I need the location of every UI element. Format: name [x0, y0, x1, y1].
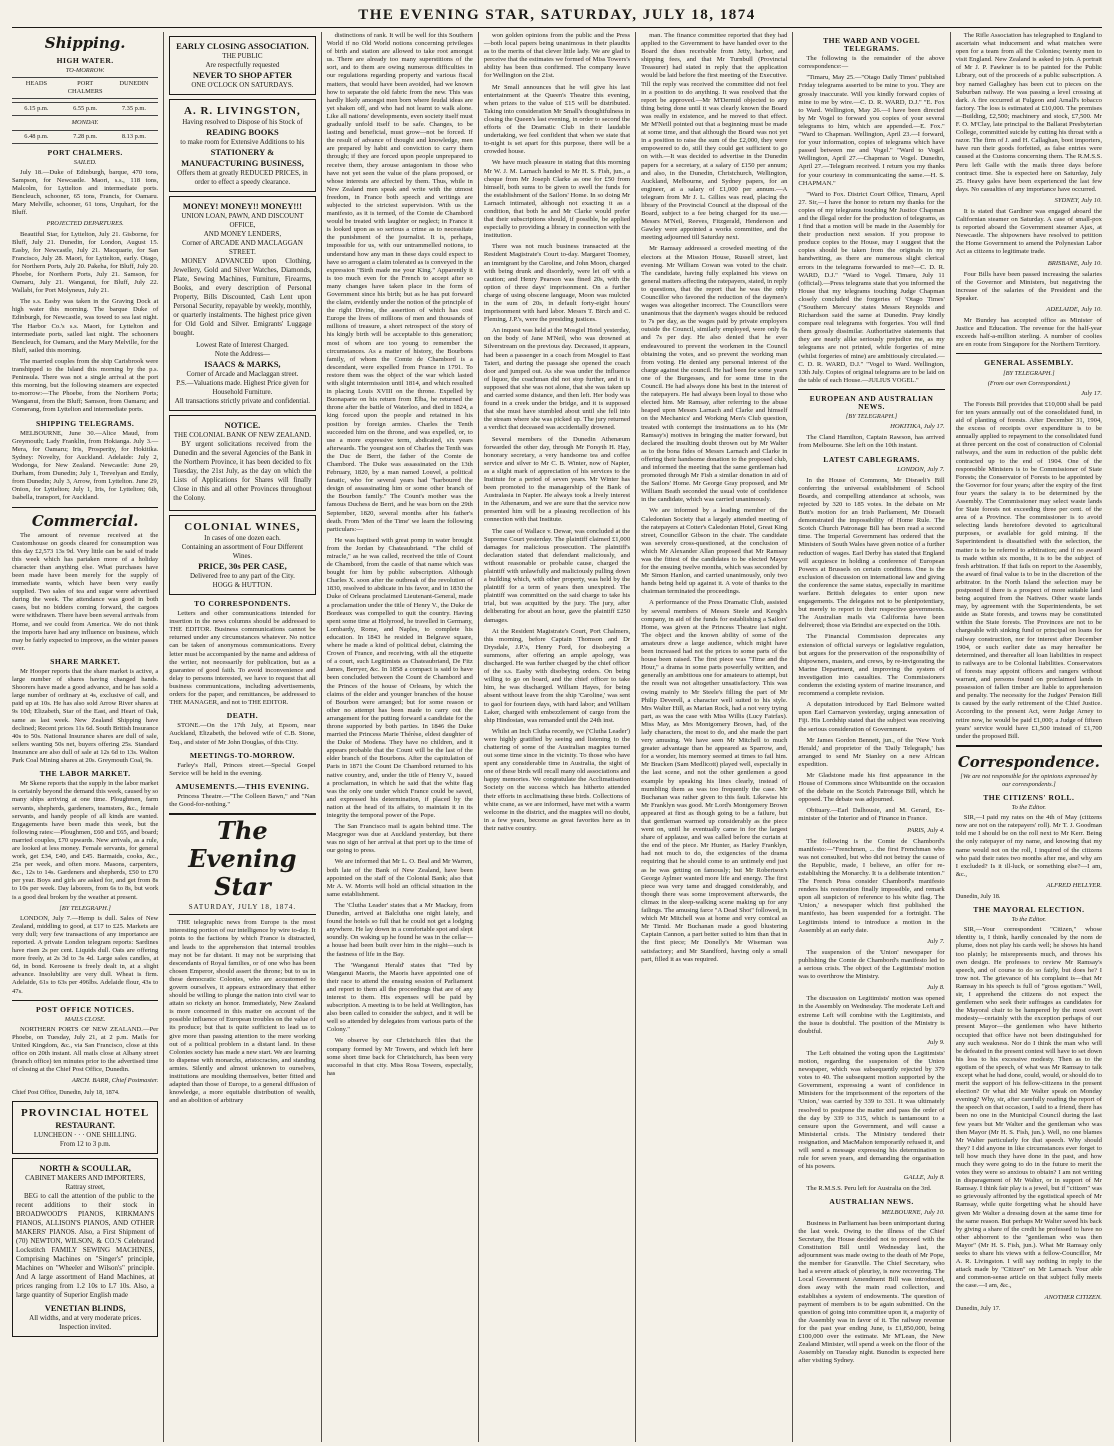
to-editor-label: To the Editor.: [1011, 916, 1047, 924]
news-paragraph: We have much pleasure in stating that this morning Mr W. J. M. Larnach handed to Mr H. S. Fish, jun., a cheque from Mr Joseph Clarke as one for £50 from himself, both sums to be given to swell the funds for the establishment of the Sailors' Home. In so doing Mr Larnach intimated, although not exacting it as a condition, that both he and Mr Clarke would prefer that their subscriptions should, if possible, be applied especially to providing a library in connection with the institution.: [483, 159, 631, 240]
tide-cell: 6.15 p.m.: [24, 105, 49, 113]
news-paragraph: We observe by our Christchurch files that the company formed by Mr Towers, and which left here some short time back for Christchurch, has been very successful in that city. Miss Rosa Towers, especially, has: [326, 1037, 473, 1077]
evening-star-title: The Evening Star: [169, 813, 315, 901]
hokitika-text: The Cland Hamilton, Captain Rawson, has arrived from Melbourne. She left on the 10th instant.: [798, 434, 945, 450]
north-scoullar-title: NORTH & SCOULLAR,: [39, 1162, 131, 1173]
mayoral-election-heading: THE MAYORAL ELECTION.: [973, 905, 1085, 915]
notice-label: NOTICE.: [224, 420, 261, 430]
shipping-paragraph: The married couples from the ship Carisbrook were transhipped to the Island this morning by the p.s. Peninsula. There was not a single arrival at the port this morning, but the following steamers are expected to-morrow:—The Phoebe, from the Northern Ports; Wanganui, from the Bluff; Samson, from Oamaru; and Comerang, from Lyttelton and intermediate ports.: [12, 357, 159, 414]
correspondents-heading: TO CORRESPONDENTS.: [194, 599, 291, 608]
amusements-text: Princess Theatre.—"The Colleen Bawn," and "Nan the Good-for-nothing.": [169, 792, 316, 809]
news-paragraph: Whilst an Inch Clutha recently, we ('Clutha Leader') were highly gratified by seeing and listening to the chattering of some of the Australian magpies turned out some time since in the vicinity. To those who have spent any considerable time in Australia, the sight of one of these birds will recall many old associations and happy memories. We congratulate the Acclimatisation Society on the success which has hitherto attended their efforts in acclimatising these birds. Collections of white crane, as we are informed, have met with a warm welcome in the district, and the magpies will no doubt, in a few years, become as great favorites here as in their native country.: [483, 727, 631, 832]
leader-continued: distinctions of rank. It will be well for this Southern World if no Old World notions concerning privileges of birth and station are allowed to take root amongst us. There are already too many superstitions of the sort, and to them are owing numerous difficulties in our regulations regarding property and various fiscal matters, that would have been avoided, had we known how to separate the old fabric from the new. This was hardly likely amongst men born where feudal ideas are yet shaken off, and who had not learnt to walk alone. Like all nations' developments, even society itself must gradually unfold itself to be safe. Changes, to be lasting and beneficial, must grow—not be forced. If the result of advance of thought and knowledge, men are prepared by habit and conviction to carry them through; if they are forced upon people unprepared to receive them, they arouse antagonism in those who have not yet seen the value of the plans proposed, or whose interests are affected by them. Thus, while in New Zealand men speak and write with the utmost freedom, in France both speech and writings are subjected to the strictest supervision. With us the manifesto, as it is termed, of the Comte de Chambord would be treated with laughter or neglect; in France it is looked upon as so serious a crime as to necessitate the punishment of the journalist. It is, perhaps, impossible for us, with our untrammelled notions, to understand how any man in these days could expect to have so arrogant a claim tolerated as is conveyed in the expression "Birth made me your King." Apparently it is too much even for the French to accept after so many changes have taken place in the form of Government since his birth; but as he has put forward the claim, evidently under the notion of the principle of the right Divine, the assertion of which has cost Europe the lives of millions of men and thousands of millions of treasure, a short retrospect of the story of his kingly birth will be acceptable to this generation; most of whom are too young to remember the circumstances. As a matter of history, the Bourbons family, of whom the Comte de Chambord is a descendant, were expelled from France in 1791. To restore them was the object of the war which lasted with slight intermission until 1814, and which resulted in placing Louis XVIII on the throne. Expelled by Buonaparte on his return from Elba, he returned the throne after the battle of Waterloo, and died in 1824, a king forced upon the people and retained in his position by foreign armies. Charles the Tenth succeeded him on the throne, and was expelled, or, to use a more expressive term, abdicated, six years afterwards. The youngest son of Charles the Tenth was the Duc de Berri, the father of the Comte de Chambord. The Duke was assassinated on the 13th February, 1820, by a man named Louvel, a political fanatic, who for several years had "harboured the design of assassinating him or some other branch of the Bourbon family." The Count's mother was the famous Duchess de Berri, and he was born on the 29th September, 1820, several months after his father's death. From 'Men of the Time' we learn the following particulars:—: [326, 32, 473, 533]
shipping-paragraph: The s.s. Easby was taken in the Graving Dock at high water this morning. The barque Duke of Edinburgh, for Newcastle, was towed to sea last night. The Harbor Co.'s s.s. Maori, for Lyttelton and intermediate ports, sailed last night. The schooners Bencleuch, for Oamaru, and the Mary Melville, for the Bluff, sailed this morning.: [12, 298, 159, 354]
restaurant-label: RESTAURANT.: [55, 1119, 115, 1130]
own-correspondent-label: (From our own Correspondent.): [987, 379, 1070, 387]
ward-vogel-intro: The following is the remainder of the above correspondence:—: [798, 55, 945, 71]
note-address-label: Note the Address—: [214, 350, 271, 358]
shipping-telegrams-text: MELBOURNE, June 30.—Alice Maud, from Greymouth; Lady Franklin, from Hokianga. July 3.—Mera, for Oamaru; Iris, Prosperity, for Hokitika. Sydney: Novelty, for Auckland. Adelaide: July 2, Wodonga, for New Zealand. Newcastle: June 29, Durham, from Dunedin; July 1, Trevelyan and Emily, from Dunedin; July 3, Arrow, from Lyttelton. June 29, Onion, for Lyttelton; July 1, Iris, for Lyttelton; 6th, Isabella, transport, for Auckland.: [12, 429, 159, 502]
chambord-quote: He was baptised with great pomp in water brought from the Jordan by Chateaubriand. "The child of miracle," as he was called, received the title of Count de Chambord, from the castle of that name which was bought for him by public subscription. Although Charles X. soon after the outbreak of the revolution of 1830, resolved to abdicate in his favor, and in 1830 the Duke of Orleans proclaimed Lieutenant-General, made a proclamation under the title of Henry V., the Duke de Bordeaux was compelled to quit the country. Having spent some time at Holyrood, he travelled in Germany, Lombardy, Rome, and Naples, to complete his education. In 1843 he resided in Belgrave square, where he made a kind of political debut, claiming the Crown of France, and receiving, with all the etiquette of a court, such Legitimists as Chateaubriand, De Fitz James, Berryer, &c. In 1858 a compact is said to have been concluded between the Count de Chambord and the Princes of the house of Orleans, by which the claims of the elder and younger branches of the house of Bourbon were arranged; but for some reason or other no attempt has been made to carry out the arrangement for the putting forward a candidate for the throne supported by both parties. In 1846 the Duke married the Princess Marie Thérèse, eldest daughter of the Duke of Modena. They have no children, and it appears probable that the Count will be the last of the elder branch of the Bourbons. After the capitulation of Paris in 1871 the Count De Chambord returned to his native country, and, under the title of Henry V., issued a proclamation, in which he said that the white flag was the only one under which France could be saved, and expressed his determination, if placed by the nation at the head of its affairs, to maintain it in its integrity the temporal power of the Pope.: [326, 536, 473, 819]
money-title: MONEY! MONEY!! MONEY!!!: [182, 201, 302, 211]
meetings-heading: MEETINGS-TO-MORROW.: [189, 750, 295, 760]
general-assembly-heading: GENERAL ASSEMBLY.: [984, 358, 1074, 368]
money-lenders-label: AND MONEY LENDERS,: [203, 230, 282, 238]
melbourne-news-continued: The Rifle Association has telegraphed to England to ascertain what inducement and what matches were open for a team from all the Colonies; twenty men to visit England. New Zealand is asked to join. A portrait of Mr J. P. Fawkner is to be painted for the Public Library, out of the proceeds of a public subscription. A boy named Gallaghey has been cut to pieces on the Suburban railway. He was passing a level crossing at dark. A fire occurred at Fulgeon and Arnall's tobacco factory. The loss is estimated at £10,000. The premises—Building, £2,500; machinery and stock, £7,500. Mr F. O. M'Clay, late principal to the Ballarat Presbyterian College, committed suicide by cutting his throat with a razor. The firm of J. and H. Callaghan, boot importers, have run their goods forfeited, as false entries were caused at the Customs concerning them. The R.M.S.S. Peru left Galle with the mails three days before contract time. She is expected here on Saturday, July 25. Heavy gales have been experienced the last few days. No casualties of any importance have occurred.: [955, 32, 1102, 193]
news-paragraph: Several members of the Dunedin Athenæum forwarded the other day, through Mr Forsyth H. Hay, honorary secretary, a very handsome tea and coffee service and silver to Mr C. B. Winter, now of Napier, as a slight mark of appreciation of his services to the Institute for a period of seven years. Mr Winter has been promoted to the managership of the Bank of Australasia in Napier. He always took a lively interest in the Athenæum, and we are sure that the service now presented him will be a pleasing recollection of his connection with that Institute.: [483, 435, 631, 524]
column-7: [950, 32, 1102, 1442]
livingston-ad: [169, 99, 315, 192]
assembly-text: The Forests Bill provides that £10,000 shall be paid for ten years annually out of the consolidated fund, in aid of planting of forests. After December 31, 1904, the excess of receipts over expenditure is to be annually applied to repayment to the consolidated fund at three percent on the cost of construction of Colonial railways, and the sum in reduction of the public debt contracted up to the end of 1904. One of the responsible Ministers is to be Commissioner of State Forests; the Conservator of Forests to be appointed by the Governor for four years; after the expiry of the first four years the salary is to be determined by the Assembly. The Commissioner may select waste lands for State forests not exceeding three per cent. of the area of a Province. The commissioner is to avoid selecting lands heretofore devoted to agricultural purposes, or available for gold mining. If the Superintendent is dissatisfied with the selection, the matter is to be referred to arbitration; and if no award is made within six months, it is to be the subject of fresh arbitration. If that fails on report to the Assembly, the award of final value is to be in the discretion of the arbitrator. In the North Island the selection may be postponed if there is a prospect of more suitable land being acquired from the Natives. Other waste lands may, by agreement with the Superintendents, be set aside as State forests, and towns may be constituted within the State forests. The Provinces are not to be chargeable with sinking fund or principal on loans for railway construction, nor for interest after December 1904, or such earlier date as may hereafter be determined, and thereafter all loan liabilities in respect to railways are to be Colonial liabilities. Conservators of forests may appoint officers and rangers without warrant, and persons found on proclaimed lands in possession of fallen timber are liable to apprehension and penalty. The necessity for the Judges' Pension Bill is caused by the early retirement of the Chief Justice. According to the present Act, were Judge Arney to retire now, he would be paid £1,000; a Judge of fifteen years' service would have £1,500 instead of £1,700 under the proposed Bill.: [955, 400, 1102, 740]
rattray-street-label: Rattray street,: [65, 1182, 105, 1191]
divider: [12, 507, 158, 508]
meetings-text: Farley's Hall, Princes street.—Special Gospel Service will be held in the evening.: [169, 761, 316, 777]
brisbane-dateline: BRISBANE, July 10.: [1047, 259, 1102, 267]
hogg-hutton-label: HOGG & HUTTON.: [212, 581, 273, 589]
shipping-telegrams-heading: SHIPPING TELEGRAMS.: [35, 418, 135, 428]
sailed-text: July 18.—Duke of Edinburgh, barque, 470 tons, Sampson, for Newcastle. Maori, s.s., 118 tons, Malcolm, for Lyttelton and intermediate ports. Bencleuch, schooner, 65 tons, Francis, for Oamaru. Mary Melville, schooner, 61 tons, Urquhart, for the Bluff.: [12, 168, 159, 217]
tide-table-row: [12, 130, 158, 144]
post-office-heading: POST OFFICE NOTICES.: [36, 1004, 135, 1014]
letter-date: Dunedin, July 18.: [955, 893, 1001, 900]
reading-books-label: READING BOOKS: [206, 127, 279, 137]
news-paragraph: The 'Clutha Leader' states that a Mr Mackay, from Dunedin, arrived at Balclutha one night lately, and found the hotels so full that he could not get a lodging anywhere. He lay down in a comfortable spot and slept soundly. On waking up he found he was in the cellar—a house had been built over him in the night—such is the fastness of life in the Bay.: [326, 901, 473, 958]
cabinet-makers-label: CABINET MAKERS AND IMPORTERS,: [25, 1173, 146, 1182]
union-loan-label: UNION LOAN, PAWN, AND DISCOUNT OFFICE,: [181, 212, 304, 229]
paris-dateline: PARIS, July 4.: [907, 826, 945, 834]
never-label: NEVER TO SHOP AFTER: [192, 70, 292, 80]
ward-vogel-heading: THE WARD AND VOGEL TELEGRAMS.: [823, 36, 921, 54]
labor-market-text: Mr Skene reports that the supply in the labor market is certainly beyond the demand this week, caused by so many ships arriving at one time. Ploughmen, farm servants, shepherds, gardeners, teamsters, &c., female servants, and handy people of all kinds are wanted. Engagements have been made this week, but the following rates:—Ploughmen, £60 and £65, and board; married couples, £70 upwards. New arrivals, as a rule, are looked at less money. Female servants, for general work, get £34, £40, and £45. Barmaids, cooks, &c., 25s per week, and often more. Masons, carpenters, &c., 12s to 14s. Gardeners and shepherds, £50 to £70 per year. Boys and girls are asked for, and get from 8s to 10s per week. Day laborers, from 6s to 8s, but work is a good deal broken by the weather at present.: [12, 780, 159, 901]
colonial-bank-title: THE COLONIAL BANK OF NEW ZEALAND.: [173, 431, 312, 439]
projected-heading: PROJECTED DEPARTURES.: [46, 220, 124, 228]
brisbane-news-text: Four Bills have been passed increasing the salaries of the Governor and Ministers, but negativing the increase of the salaries of the President and the Speaker.: [955, 270, 1102, 302]
ward-vogel-text: "Timaru, May 25.—"Otago Daily Times' published Friday telegrams asserted to be mine to you. They are grossly inaccurate. Will you kindly forward copies of mine to me by wire.—C. D. R. WARD, D.J." "E. Fox to Ward. Wellington, May 26.—I have been directed by Mr Vogel to forward you copies of your several telegrams to him, which are appended.—E. Fox." "Ward to Chapman. Wellington, April 23.—I forward, for your information, copies of telegrams which have passed between me and Vogel." "Ward to Vogel. Wellington, April 27.—Chapman to Vogel. Dunedin, April 27.—Telegram received. I return you my thanks for your courtesy in communicating the same.—H. S. CHAPMAN.": [798, 74, 945, 187]
wines-price: PRICE, 30s PER CASE,: [198, 561, 287, 571]
news-paragraph: Mr Ramsay addressed a crowded meeting of the electors at the Mission House, Russell street, last evening. Mr William Cowan was voted to the chair. The candidate, having fully explained his views on general matters affecting the ratepayers, stated, in reply to questions, that the report that he was the only Councillor who favored the reduction of the daymen's wages was altogether incorrect. The Councillors were unanimous that the daymen's wages should be reduced to 7s per day, as the wages paid by private employers outside the Council, similarly employed, were only 6s and 7s per day. He also denied that he ever endeavoured to prevent the workmen in the Council obtaining the votes, and so prevent the working man from voting. He denied any personal interest of the charge against the council. He had been for some years one of the Burgesses, and for some time in the Council. He had always done his best in the interest of the ratepayers. He had always been loyal to those who elected him. Mr Ramsay, after referring to the abuse heaped upon Messrs Larnach and Clarke and himself on the Mechanics' and Working Men's Club question, treated with contempt the insinuations as to his (Mr Ramsay's) motives in bringing the matter forward, but declared the insulting doubt thrown out by Mr Walter as to the bona fides of Messrs Larnach and Clarke in offering their handsome donation to the proposed club, and informed the meeting that the same gentleman had promoted through Mr Fish a similar donation in aid of the Sailors' Home. Mr George Gray proposed, and Mr William Beath seconded the usual vote of confidence in the candidate, which was carried unanimously.: [641, 245, 788, 504]
tide-head: DUNEDIN: [119, 80, 149, 88]
colonial-wines-ad: [169, 515, 315, 595]
luncheon-time: From 12 to 3 p.m.: [59, 1139, 111, 1148]
shipping-title: Shipping.: [44, 34, 126, 52]
divider: [798, 389, 944, 390]
luncheon-label: LUNCHEON · · · ONE SHILLING.: [33, 1130, 137, 1139]
monday-label: MONDAY.: [71, 119, 99, 127]
adelaide-news-text: Mr Bundey has accepted office as Minister of Justice and Education. The revenue for the half-year exceeds half-a-million sterling. A number of coolies are en route from Singapore for the Northern Territory.: [955, 317, 1102, 349]
correspondence-note: [We are not responsible for the opinions expressed by our correspondents.]: [960, 772, 1098, 788]
news-paragraph: There was not much business transacted at the Resident Magistrate's Court to-day. Margaret Toomey, an immigrant by the Caroline, and John Moon, charged with being drunk and disorderly, were let off with a caution; and Henry Pearson was fined 20s, with the option of three days' imprisonment. On a further charge of using obscene language, Moon was mulcted in the sum of 20s, in default forty-eight hours' imprisonment with hard labor. Messrs T. Birch and C. Fleming, J.P.'s, were the presiding justices.: [483, 243, 631, 324]
paris-dateline: July 7.: [927, 937, 945, 945]
public-label: THE PUBLIC: [222, 52, 263, 60]
paris-news-text: The suspension of the 'Union' newspaper for publishing the Comte de Chambord's manifesto led to a serious crisis. The object of the Legitimists' motion was to overthrow the Ministry.: [798, 948, 945, 981]
arcade-corner-label: Corner of ARCADE AND MACLAGGAN STREET.: [181, 239, 303, 256]
colonial-bank-notice: [169, 415, 315, 511]
divider: [956, 353, 1102, 354]
inspection-label: Inspection invited.: [59, 1322, 112, 1331]
sydney-news-text: It is stated that Gardiner was engaged aboard the Californian steamer on Saturday. A case of small-pox is reported aboard the Government steamer Ajax, at Newcastle. The shipowners have resolved to petition the Home Government to amend the Polynesian Labor Act as citizens to legitimate trade.: [955, 207, 1102, 256]
sydney-dateline: SYDNEY, July 10.: [1054, 196, 1102, 204]
tide-cell: 6.55 p.m.: [73, 105, 98, 113]
citizens-roll-letter: SIR,—I paid my rates on the 4th of May (citizens now are not on the ratepayers' roll). Mr T. J. Goodman told me I should be on the roll next to Mr Kerr. Being the only ratepayer of my name, and knowing that my name would not on the roll, I inquired of the citizens who paid their rates two months after me, and why am I excluded? Is it ill-luck, or something else?—I am, &c.,: [955, 814, 1102, 878]
column-2: [163, 32, 320, 1442]
london-dateline: LONDON, July 7.: [897, 465, 945, 473]
melbourne-dateline: MELBOURNE, July 10.: [881, 1208, 945, 1216]
adelaide-dateline: ADELAIDE, July 10.: [1046, 306, 1102, 313]
assembly-dateline: July 17.: [1081, 389, 1102, 397]
tide-cell: 7.35 p.m.: [121, 105, 146, 113]
news-paragraph: Mr Small announces that he will give his last entertainment at the Queen's Theatre this evening, when prizes to the value of £15 will be distributed. Taking into consideration Mr Small's thoughtfulness in closing the Queen's last evening, in order to second the efforts of the Dramatic Club in their laudable undertaking, we feel confident that when we state that to-night is set apart for this purpose, there will be a crowded house.: [483, 83, 631, 156]
post-office-text: NORTHERN PORTS OF NEW ZEALAND.—Per Phoebe, on Tuesday, July 21, at 2 p.m. Mails for United Kingdom, &c., via San Francisco, close at this office on 20th instant. All mails close at Albany street (branch office) ten minutes prior to the advertised time of closing at the Chief Post Office, Dunedin.: [12, 1025, 159, 1074]
requested-label: Are respectfully requested: [205, 61, 280, 69]
money-lender-ad: [169, 196, 315, 411]
letter-signature: ALFRED HELLYER.: [1046, 881, 1102, 889]
tide-table-heads: [12, 77, 158, 99]
isaacs-marks-label: ISAACS & MARKS,: [204, 359, 281, 369]
column-6: [792, 32, 949, 1442]
paris-news-text: The discussion on Legitimists' motion was opened in the Assembly on Wednesday. The moderate Left and extreme Left will combine with the Legitimists, and the issue is doubtful. The position of the Ministry is doubtful.: [798, 995, 945, 1035]
melbourne-news-text: Business in Parliament has been unimportant during the last week. Owing to the illness of the Chief Secretary, the House decided not to proceed with the Constitution Bill until Wednesday last, the adjournment was made owing to the death of Mr Pope, the member for Granville. The Chief Secretary, who had a severe attack of pleurisy, is now recovering. The Local Government Amendment Bill was introduced, does away with the main road collection, and establishes a system of endowments. The question of payment of members is to be again submitted. On the question of going into committee upon it, a majority of the Assembly was in favor of it. The railway revenue for the past year ending June, is £1,850,000, being £100,000 over the estimate. Mr M'Lean, the New Zealand Minister, will spend a week on the floor of the Assembly on Tuesday night. Bunodin is expected here after visiting Sydney.: [798, 1219, 945, 1365]
share-market-text: Mr Hooper reports that the share market is active, a large number of shares having changed hands. Shoorers have made a good advance, and he has sold a large number of ordinary at 4s, exclusive of call, and paid up at 10s. He has also sold Arrow River shares at 9s 10d; Elizabeth, Star of the East, and Heart of Oak, same as last week. New Zealand Shipping have declined; Recent prices 11s 6d. South British Insurance 40s to 50s. National Insurance shares are dull of sale, sellers wanting 50s net, buyers offering 25s. Standard Insurance are also dull of sale at 12s 6d to 13s. Walton Park Coal Mining shares at 20s. Greymouth Coal, 9s.: [12, 668, 159, 765]
wines-cases-text: In cases of one dozen each.: [204, 534, 281, 542]
money-text: MONEY ADVANCED upon Clothing, Jewellery, Gold and Silver Watches, Diamonds, Plate, Sewing Machines, Furniture, Firearms, Books, and every description of Personal Property, Bills Discounted, Cash Lent upon Personal Security, repayable by weekly, monthly, or quarterly instalments. The highest price given for Old Gold and Silver. Emigrants' Luggage bought.: [173, 257, 312, 337]
mails-close-label: MAILS CLOSE.: [64, 1015, 106, 1023]
column-1: [12, 32, 163, 1442]
north-scoullar-text: BEG to call the attention of the public to the recent additions to their stock in BROADWOOD'S PIANOS, KIRKMAN'S PIANOS, ALLISON'S PIANOS, AND OTHER MAKERS' PIANOS. Also, a First Shipment of (70) NEWTON, WILSON, & CO.'S Celebrated Lockstitch FAMILY SEWING MACHINES, Comprising Machines on "Singer's" principle, Machines on "Wheeler and Wilson's" principle. And A large assortment of Hand Machines, at prices ranging from 1.2 10s to L7 10s. Also, a large quantity of Superior English made: [16, 1191, 155, 1299]
death-text: STONE.—On the 17th July, at Epsom, near Auckland, Elizabeth, the beloved wife of C.B. Stone, Esq., and sister of Mr John Douglas, of this City.: [169, 722, 316, 746]
column-3: [321, 32, 478, 1442]
news-paragraph: The 'Wanganui Herald' states that "Ted by Wanganui Maoris, the Maoris have appointed one of their race to attend the ensuing session of Parliament and report to them all the proceedings that are of any interest to them. His expenses will be paid by subscription. A meeting is to be held at Wellington, has also been called to consider the subject, and it will be well so attended by delegates from various parts of the Colony.": [326, 961, 473, 1034]
to-editor-label: To the Editor.: [1011, 804, 1047, 812]
london-news-text: Mr James Gordon Bennett, jun., of the 'New York Herald,' and proprietor of the 'Daily Telegraph,' has arranged to send Mr Stanley on a new African expedition.: [798, 736, 945, 768]
commercial-text: The amount of revenue received at the Customhouse on goods cleared for consumption was this day £2,573 13s 9d. Very little can be said of trade this week which has partaken more of a holiday character than anything else. What purchases have been made have been merely for the supply of immediate wants, which have been very easily supplied. Two sales of tea and sugar were advertised during the week. The attendance was good in both cases, but no bidders coming forward, the cargoes were withdrawn. There have been several arrivals from Home, and we could from America. We do not think the imports have had any influence on business, which may be fairly expected to improve, as the winter passes over.: [12, 531, 159, 652]
london-news-text: In the House of Commons, Mr Disraeli's Bill conferring the universal establishment of School Boards, and compelling attendance at schools, was rejected by 320 to 185 votes. In the debate on Mr Butt's motion for an Irish Parliament, Mr Disraeli demonstrated the impossibility of Home Rule. The Scotch Church Patronage Bill has been read a second time. The Imperial Government has ordered that the Ministers of South Wales have given notice of a further reduction of wages. Earl Derby has stated that England will acquiesce in holding a conference of European Powers at Brussels on certain conditions. One is the exclusion of discussion on international law and giving the conference the same status, especially in maritime warfare. British delegates to enter upon new engagements. The delegates not to be plenipotentiary, but merely to report to their respective governments. The Australian mails via California have been delivered; those via Brindisi are expected on the 10th.: [798, 476, 945, 630]
livingston-text: Having resolved to Dispose of his Stock of: [182, 118, 303, 126]
leader-text: THE telegraphic news from Europe is the most interesting portion of our intelligence by wire to-day. It points to the factions by which France is distracted, and leads to the apprehension that internal troubles may not be far distant. It may not be surprising that descendants of Royal families, or of one who has been chosen Emperor, should assert the throne; but to us in these democratic Colonies, who are accustomed to govern ourselves, it appears extraordinary that either should be willing to plunge the nation into civil war to attain so rickety an honor. Immediately, New Zealand is more concerned in this matter on account of the possible influence of European troubles on the value of its produce; but that is quite sufficient to lead us to give more than passing attention to the mere working out of a political problem in a distant land. In these Colonies society has made a new start. We are learning to dispense with monarchs, aristocracies, and standing armies. Silently and almost unknown to ourselves, institutions are moulding themselves, better fitted and adapted than those of Europe, to a general diffusion of knowledge, a more equitable distribution of wealth, and an abolition of arbitrary: [169, 919, 316, 1105]
paris-dateline: July 8.: [927, 984, 945, 992]
tide-cell: 6.48 p.m.: [24, 132, 49, 140]
high-water-heading: HIGH WATER.: [56, 56, 114, 65]
correspondence-title: Correspondence.: [957, 752, 1100, 771]
reading-books-text: to make room for Extensive Additions to his: [180, 138, 305, 146]
citizens-roll-heading: THE CITIZENS' ROLL.: [983, 792, 1075, 802]
column-5: [635, 32, 792, 1442]
valuations-text: P.S.—Valuations made. Highest Price given for Household Furniture.: [176, 379, 309, 396]
news-paragraph: The case of Wallace v. Dewar, was concluded at the Supreme Court yesterday. The plaintiff claimed £1,000 damages for malicious prosecution. The plaintiff's declaration stated that defendant maliciously, and without reasonable or probable cause, charged the plaintiff with unlawfully and maliciously pulling down a building which, with other property, was held by the plaintiff for a term of years then unexpired. The plaintiff was committed on the said charge to take his trial, but was acquitted by the jury. The jury, after deliberating for about an hour, gave the plaintiff £250 damages.: [483, 527, 631, 624]
tide-head: HEADS: [25, 80, 48, 88]
port-chalmers-heading: PORT CHALMERS.: [47, 147, 123, 157]
latest-cablegrams-heading: LATEST CABLEGRAMS.: [823, 454, 920, 464]
amusements-heading: AMUSEMENTS.—THIS EVENING.: [175, 781, 310, 791]
reduced-prices-text: Offers them at greatly REDUCED PRICES, in order to effect a speedy clearance.: [177, 169, 308, 186]
paris-news-text: The following is the Comte de Chambord's manifesto:—"Frenchmen, ... the first Frenchman who was not consulted, but who did not betray the cause of the Republic, made, I believe, an offer for re-establishing the Monarchy. It is a deliberate intention." The French Press consider Chambord's manifesto renders his restoration finally impossible, and remark upon all suspicion of reference to his white flag. The 'Union,' a newspaper which first published the manifesto, has been suspended for a fortnight. The Legitimists intend to introduce a motion in the Assembly at an early date.: [798, 837, 945, 934]
news-paragraph: We are informed by a leading member of the Caledonian Society that a largely attended meeting of the ratepayers at Cotter's Caledonian Hotel, Great King street, Councillor Gibson in the chair. The candidate was severely cross-questioned, at the conclusion of which Mr Alexander Allan proposed that Mr Ramsay was the fittest of the candidates to be elected Mayor for the ensuing twelve months, which was seconded by Mr Simon Hanlon, and carried unanimously, only two hands being held up against it. A vote of thanks to the chairman terminated the proceedings.: [641, 507, 788, 596]
wines-assortment-text: Containing an assortment of Four Different Wines.: [181, 543, 304, 560]
hokitika-dateline: HOKITIKA, July 17.: [890, 423, 945, 431]
galle-dateline: GALLE, July 8.: [903, 1174, 945, 1182]
wines-delivery-text: Delivered free to any part of the City.: [189, 572, 295, 580]
venetian-blinds-text: All widths, and at very moderate prices.: [29, 1313, 142, 1322]
tide-table-row: [12, 102, 158, 116]
venetian-blinds-label: VENETIAN BLINDS,: [44, 1302, 126, 1313]
north-scoullar-ad: [12, 1158, 158, 1337]
australian-news-heading: AUSTRALIAN NEWS.: [829, 1197, 914, 1207]
ward-vogel-text: "Ward to Fox. District Court Office, Timaru, April 27. Sir,—I have the honor to return my thanks for the copies of my telegrams touching Mr Justice Chapman and the illegal order for the production of telegrams, as I find that a motion will be made in the Assembly for their production next session. If you propose to produce copies to the House, may I suggest that the copies should be taken from the originals in my handwriting, as there are numerous slight clerical errors in the telegrams forwarded to me?—C. D. R. WARD, D.J." "Ward to Vogel. Timaru, July 11 (official).—Press telegrams state that you informed the House that my telegrams touching Judge Chapman closely concluded the forgeries of 'Otago Times' ("Southern Mercury' states Messrs Reynolds and Richardson said the same at Dunedin. Pray kindly compare real telegrams with forgeries. You will find them grossly dissimilar. Authoritative statements that they are nearly alike seriously prejudice me, as my telegrams are not printed, while forgeries of mine (whilst forgeries of mine) are ambitiously circulated.—C. D. R. WARD, D.J." "Vogel to Ward. Wellington, 13th July. Copies of original telegrams are to be laid on the table of each House.—JULIUS VOGEL.": [798, 190, 945, 384]
confidential-text: All transactions strictly private and confidential.: [174, 397, 311, 405]
colonial-bank-text: BY urgent solicitations received from the Dunedin and the several Agencies of the Bank in the Northern Province, it has been decided to fix Tuesday, the 21st July, as the day on which the Lists of Applications for Shares will finally Close in this and all other Provinces throughout the Colony.: [173, 440, 312, 502]
provincial-hotel-ad: [12, 1101, 158, 1154]
masthead: THE EVENING STAR, SATURDAY, JULY 18, 1874: [12, 6, 1102, 28]
projected-text: Beautiful Star, for Lyttelton, July 21. Gisborne, for Bluff, July 21. Dunedin, for London, August 15. Easby, for Newcastle, July 21. Macquarie, for San Francisco, July 28. Maori, for Lyttelton, early. Otago, for Northern Ports, July 20. Pakeha, for Bluff, July 20. Phoebe, for Northern Ports, July 21. Samson, for Oamaru, July 21. Wanganui, for Bluff, July 22. Wallabi, for Port Molyneux, July 21.: [12, 230, 159, 295]
lowest-rate-label: Lowest Rate of Interest Charged.: [196, 341, 289, 349]
news-paragraph: man. The finance committee reported that they had applied to the Government to have handed over to the Board the dues receivable from Jetty, harbor, and shipping fees, and that Mr Turnbull (Provincial Treasurer) had stated in reply that the application would be laid before the first meeting of the Executive. Till the reply was received the committee did not feel in a position to do anything. It was resolved that the report be approved.—Mr M'Dermid objected to any thing being done until it was clearly known the Board was really in existence, and he moved to that effect. Mr M'Neill pointed out that a beginning must be made at some time, and that although the Board was not yet in a position to raise the sum of the £2,000, they were empowered to do, still they could get sufficient to go on with.—It was decided to advertise in the Dunedin papers for a secretary, at a salary of £150 per annum; and also, in the Dunedin, Christchurch, Wellington, Auckland, Melbourne, and Sydney papers, for an engineer, at a salary of £1,000 per annum.—A telegram from Mr J. L. Gillies was read, placing the library of the Provincial Council at the disposal of the Board, subject to a fee being charged for its use.—Messrs M'Neil, Reeves, Fitzgerald, Henderson and Gawley were appointed a works committee, and the meeting adjourned till Saturday next.: [641, 32, 788, 242]
early-closing-title: EARLY CLOSING ASSOCIATION.: [176, 41, 309, 51]
tide-cell: 8.13 p.m.: [121, 132, 146, 140]
tide-cell: 7.28 p.m.: [73, 132, 98, 140]
tide-head: PORT CHALMERS: [67, 80, 103, 96]
letter-date: Dunedin, July 17.: [955, 1304, 1001, 1312]
news-paragraph: We are informed that Mr L. O. Beal and Mr Warren, both late of the Bank of New Zealand, have been appointed on the staff of the Colonial Bank; also that Mr A. W. Morris will hold an official situation in the same establishment.: [326, 858, 473, 898]
galle-news-text: The R.M.S.S. Peru left for Australia on the 3rd.: [806, 1185, 932, 1193]
news-paragraph: The San Francisco mail is again behind time. The Macgregor was due at Auckland yesterday, but there was no sign of her arrival at that port up to the time of our going to press.: [326, 823, 473, 855]
isaacs-corner-label: Corner of Arcade and Maclaggan street.: [186, 370, 299, 378]
by-telegraph-label: [BY TELEGRAPH.]: [845, 413, 898, 421]
news-paragraph: A performance of the Press Dramatic Club, assisted by several members of Messrs Steele and Keogh's company, in aid of the funds for establishing a Sailors' Home, was given at the Princess Theatre last night. The object and the known ability of some of the amateurs drew a large audience, which might have been increased had not the prices to some parts of the house been raised. The first piece was "Time and the Hour," a drama in some parts powerfully written, and generally an ambitious one for amateurs to attempt, but the result was not altogether unsatisfactory. This was owing mainly to Mr Steele's filling the part of Mr Philip Deverell, a character well suited to his style. Mrs Walter Hill, as Marian Rock, had a not very trying part, as was the case with Miss Willis (Lucy Fairfax). Miss May, as Mrs Montgomery Brown, had, of the lady characters, the most to do, and she made the part very amusing. We have seen Mr Mitchell to much greater advantage than he appeared as Sparrow, and, for a wonder, his memory seemed at times to fail him. Mr Bracken (Sam Medlicott) played well, especially in the last scene, and not the other gentlemen a good example by speaking his lines clearly, instead of mumbling them as was too frequently the case. Mr Buchanan was rather given to this fault. Likewise his Mr Franklyn was good. Mr Lord's Montgomery Brown appeared at first as though going to be a failure, but that gentleman warmed up considerably as the piece went on, until he eventually came in for the largest share of applause, and was called before the curtain at the end of the piece. Mr Hunter, as Harley Franklyn, had not much to do, the exigencies of the drama requiring that he should come to an untimely end just as he was getting on famously; but Mr Robertson's George Aylmer wanted more life and energy. The first piece was very tame and dragged considerably, and though there was some improvement afterwards, the climax in the sleep-walking scene making up for any failings. The amusing farce "A Dead Shot" followed, in which Mr Mitchell was at home and very comical as Mr Timid. Mr Buchanan made a good blustering Captain Cannon, a part better suited to him than that in the first piece; Mr Donelly's Mr Wiseman was satisfactory; and Mr Standford, having only a small part, filled it as was required.: [641, 599, 788, 963]
stationery-label: STATIONERY & MANUFACTURING BUSINESS,: [181, 147, 304, 168]
labor-market-heading: THE LABOR MARKET.: [39, 769, 131, 779]
livingston-title: A. R. LIVINGSTON,: [184, 105, 301, 117]
london-market-text: LONDON, July 7.—Hemp is dull. Sales of New Zealand, middling to good, at £17 to £25. Markets are very dull; very few transactions of any importance are reported. A private London telegram reports: Sardines have risen 2s per cent. Liquids dull. Oats are offering more freely, at 2s 3d to 3s 4d. Large sales candles, at 6d, in bond. Kerosene is freely dealt in, at a slight advance. Insolubility are very dull. Wheat is firm. Adelaide, 61s to 63s per 496lbs. Adelaide flour, 43s to 47s.: [12, 914, 159, 995]
by-telegraph-label: [BY TELEGRAPH.]: [1003, 369, 1055, 377]
column-4: [478, 32, 635, 1442]
paris-dateline: July 9.: [927, 1038, 945, 1046]
obituary-text: Obituary.—Earl Dalhousie, and M. Gerard, Ex-minister of the Interior and of Finance in France.: [798, 807, 945, 823]
london-news-text: A deputation introduced by Earl Belmore waited upon Earl Carnarvon yesterday, urging annexation of Fiji. His Lordship stated that the subject was receiving the serious consideration of Government.: [798, 701, 945, 733]
columns: [12, 32, 1102, 1442]
sailed-label: SAILED.: [73, 158, 97, 166]
tomorrow-label: TO-MORROW.: [65, 67, 105, 75]
colonial-wines-title: COLONIAL WINES,: [184, 521, 301, 533]
news-paragraph: won golden opinions from the public and the Press—both local papers being unanimous in their plaudits as to the merits of that clever little lady. We are glad to perceive that the estimates we formed of Miss Towers's ability has been thus confirmed. The company leave for Wellington on the 21st.: [483, 32, 631, 80]
european-news-heading: EUROPEAN AND AUSTRALIAN NEWS.: [809, 393, 934, 412]
mayoral-election-letter: SIR,—Your correspondent "Citizen," whose identity is, I think, hardly concealed by the nom de plume, does not play his cards well; he shows his hand too plainly; he misrepresents much, and throws his own design. He professes to review Mr Ramsay's speech, and of course to do so fairly, but does he? I trow not. The grievance of his complaint is—that Mr Ramsay in his speech is full of "gross egotism." Well, sir, I apprehend the citizens do not expect the gentlemen who seek their suffrages as candidates for the Mayoral chair to be hampered by the most overt modesty—certainly with the exception perhaps of our present Mayor—the gentlemen who have hitherto occupied that office have not been distinguished for any such weakness. Nor do I think the man who will be defeated in the present contest will have to set down his loss to his excessive modesty. Then as to the egotism of the speech, of what was Mr Ramsay to talk except what he had done, could, would, or should do to merit the support of his fellow-citizens in the present election? Or what did Mr Walter speak on Monday evening? Why, sir, after carefully reading the report of the speech on that occasion, I said to a friend, there has been no one in the Municipal Council during the last few years but Mr Walter and the gentleman who was then Mayor (Mr H. S. Fish, jun.). Well, no one blames Mr Walter particularly for that speech. Why should they? I did anyone in like circumstances ever forget to tell how much they have done in the past, and how much they were going to do in the future to merit the votes they were so anxious to obtain? I am not writing in disparagement of Mr Walter, or in support of Mr Ramsay. I think fair play is a jewel, but if "citizen" was so grievously affronted by the egotistical speech of Mr Ramsay, while quite forgetting what he should have given Mr Walter a dressing down at the same time for the same reason. But perhaps Mr Walter saved his back by giving a share of the credit he professed to have no other abhorrent to the "gentleman who was then Mayor" (Mr H. S. Fish, jun.). What Mr Ramsay only seeks to share his views with a fellow-Councillor, Mr A. R. Livingston. I will say nothing in reply to the attack made by "Citizen" on Mr Larnach. Your able and common-sense article on that subject fully meets the case.—I am, &c.,: [955, 926, 1102, 1290]
one-oclock-label: ONE O'CLOCK ON SATURDAYS.: [191, 81, 294, 89]
news-paragraph: An inquest was held at the Mosgiel Hotel yesterday, on the body of Jane M'Neil, who was drowned at Silverstream on the previous day. Deceased, it appears, had been a passenger in a coach from Mosgiel to East Taieri, and during the passage she opened the coach door and jumped out. As she was under the influence of liquor, the coachman did not stop further, and it is supposed that she was not alone, that she was taken up and carried some distance, and then left. Her body was found in a creek under the bridge, and it is supposed that she must have stumbled about until she fell into the stream where she was picked up. The jury returned a verdict that deceased was accidentally drowned.: [483, 327, 631, 432]
divider: [956, 745, 1102, 749]
by-telegraph-label: [BY TELEGRAPH.]: [59, 904, 111, 912]
paris-news-text: The Left obtained the voting upon the Legitimists' motion, regarding the suspension of the Union newspaper, which was subsequently rejected by 379 votes to 40. The subsequent motion supported by the Government, expressing a want of confidence in Ministers for the imprisonment of the reporters of the 'Union,' was carried by 339 to 331. It was ultimately resolved to postpone the matter and pass the order of the day by 339 to 315, which is tantamount to a censure upon the Government, and will cause a Ministerial crisis. The Ministry tendered their resignation, and MacMahon temporarily refused it, and will send a message expressing his determination to rule for seven years, and demanding the organisation of his powers.: [798, 1049, 945, 1171]
london-news-text: Mr Gladstone made his first appearance in the House of Commons since Whitsuntide on the occasion of the debate on the Scotch Patronage Bill, which he opposed. The debate was adjourned.: [798, 771, 945, 804]
death-heading: DEATH.: [226, 711, 259, 721]
evening-star-dateline: SATURDAY, JULY 18, 1874.: [169, 901, 315, 915]
share-market-heading: SHARE MARKET.: [50, 656, 121, 666]
postmaster-signature: ARCH. BARR, Chief Postmaster.: [71, 1077, 159, 1085]
correspondents-text: Letters and other communications intended for insertion in the news columns should be addressed to THE EDITOR. Business communications cannot be returned under any circumstances whatever. No notice can be taken of anonymous communications. Every letter must be accompanied by the name and address of the writer, not necessarily for publication, but as a guarantee of good faith. To avoid inconvenience and delay to persons interested, we have to request that all business communications, including advertisements, orders for the paper, and remittances, be addressed to THE MANAGER, and not to THE EDITOR.: [169, 610, 316, 707]
provincial-hotel-title: PROVINCIAL HOTEL: [21, 1106, 150, 1119]
news-paragraph: At the Resident Magistrate's Court, Port Chalmers, this morning, before Captain Thomson and Dr Drysdale, J.P.'s, Henry Ford, for disobeying a summons, after offering an ample apology, was discharged. He was further charged by the chief officer of the s.s. Easby with disobeying orders. On being willing to go on board, and the chief officer to take him, he was discharged. William Hayes, for being absent without leave from the ship 'Caroline,' was sent to gaol for fourteen days, with hard labor; and William Laker, charged with embezzlement of cargo from the ship Hindostan, was remanded until the 24th inst.: [483, 627, 631, 724]
commercial-title: Commercial.: [31, 511, 139, 530]
letter-signature: ANOTHER CITIZEN.: [1044, 1293, 1102, 1301]
london-news-text: The Financial Commission deprecates any extension of official surveys or legislative regulation, but argues for the preservation of the responsibility of shipowners, masters, and crews, by re-invigorating the Marine Department, and improving the system of investigation into casualties. The Commissioners condemn the existing system of marine insurance, and recommend a complete revision.: [798, 633, 945, 698]
divider: [12, 1000, 158, 1001]
post-office-date: Chief Post Office, Dunedin, July 18, 1874.: [12, 1088, 120, 1096]
early-closing-ad: [169, 36, 315, 95]
